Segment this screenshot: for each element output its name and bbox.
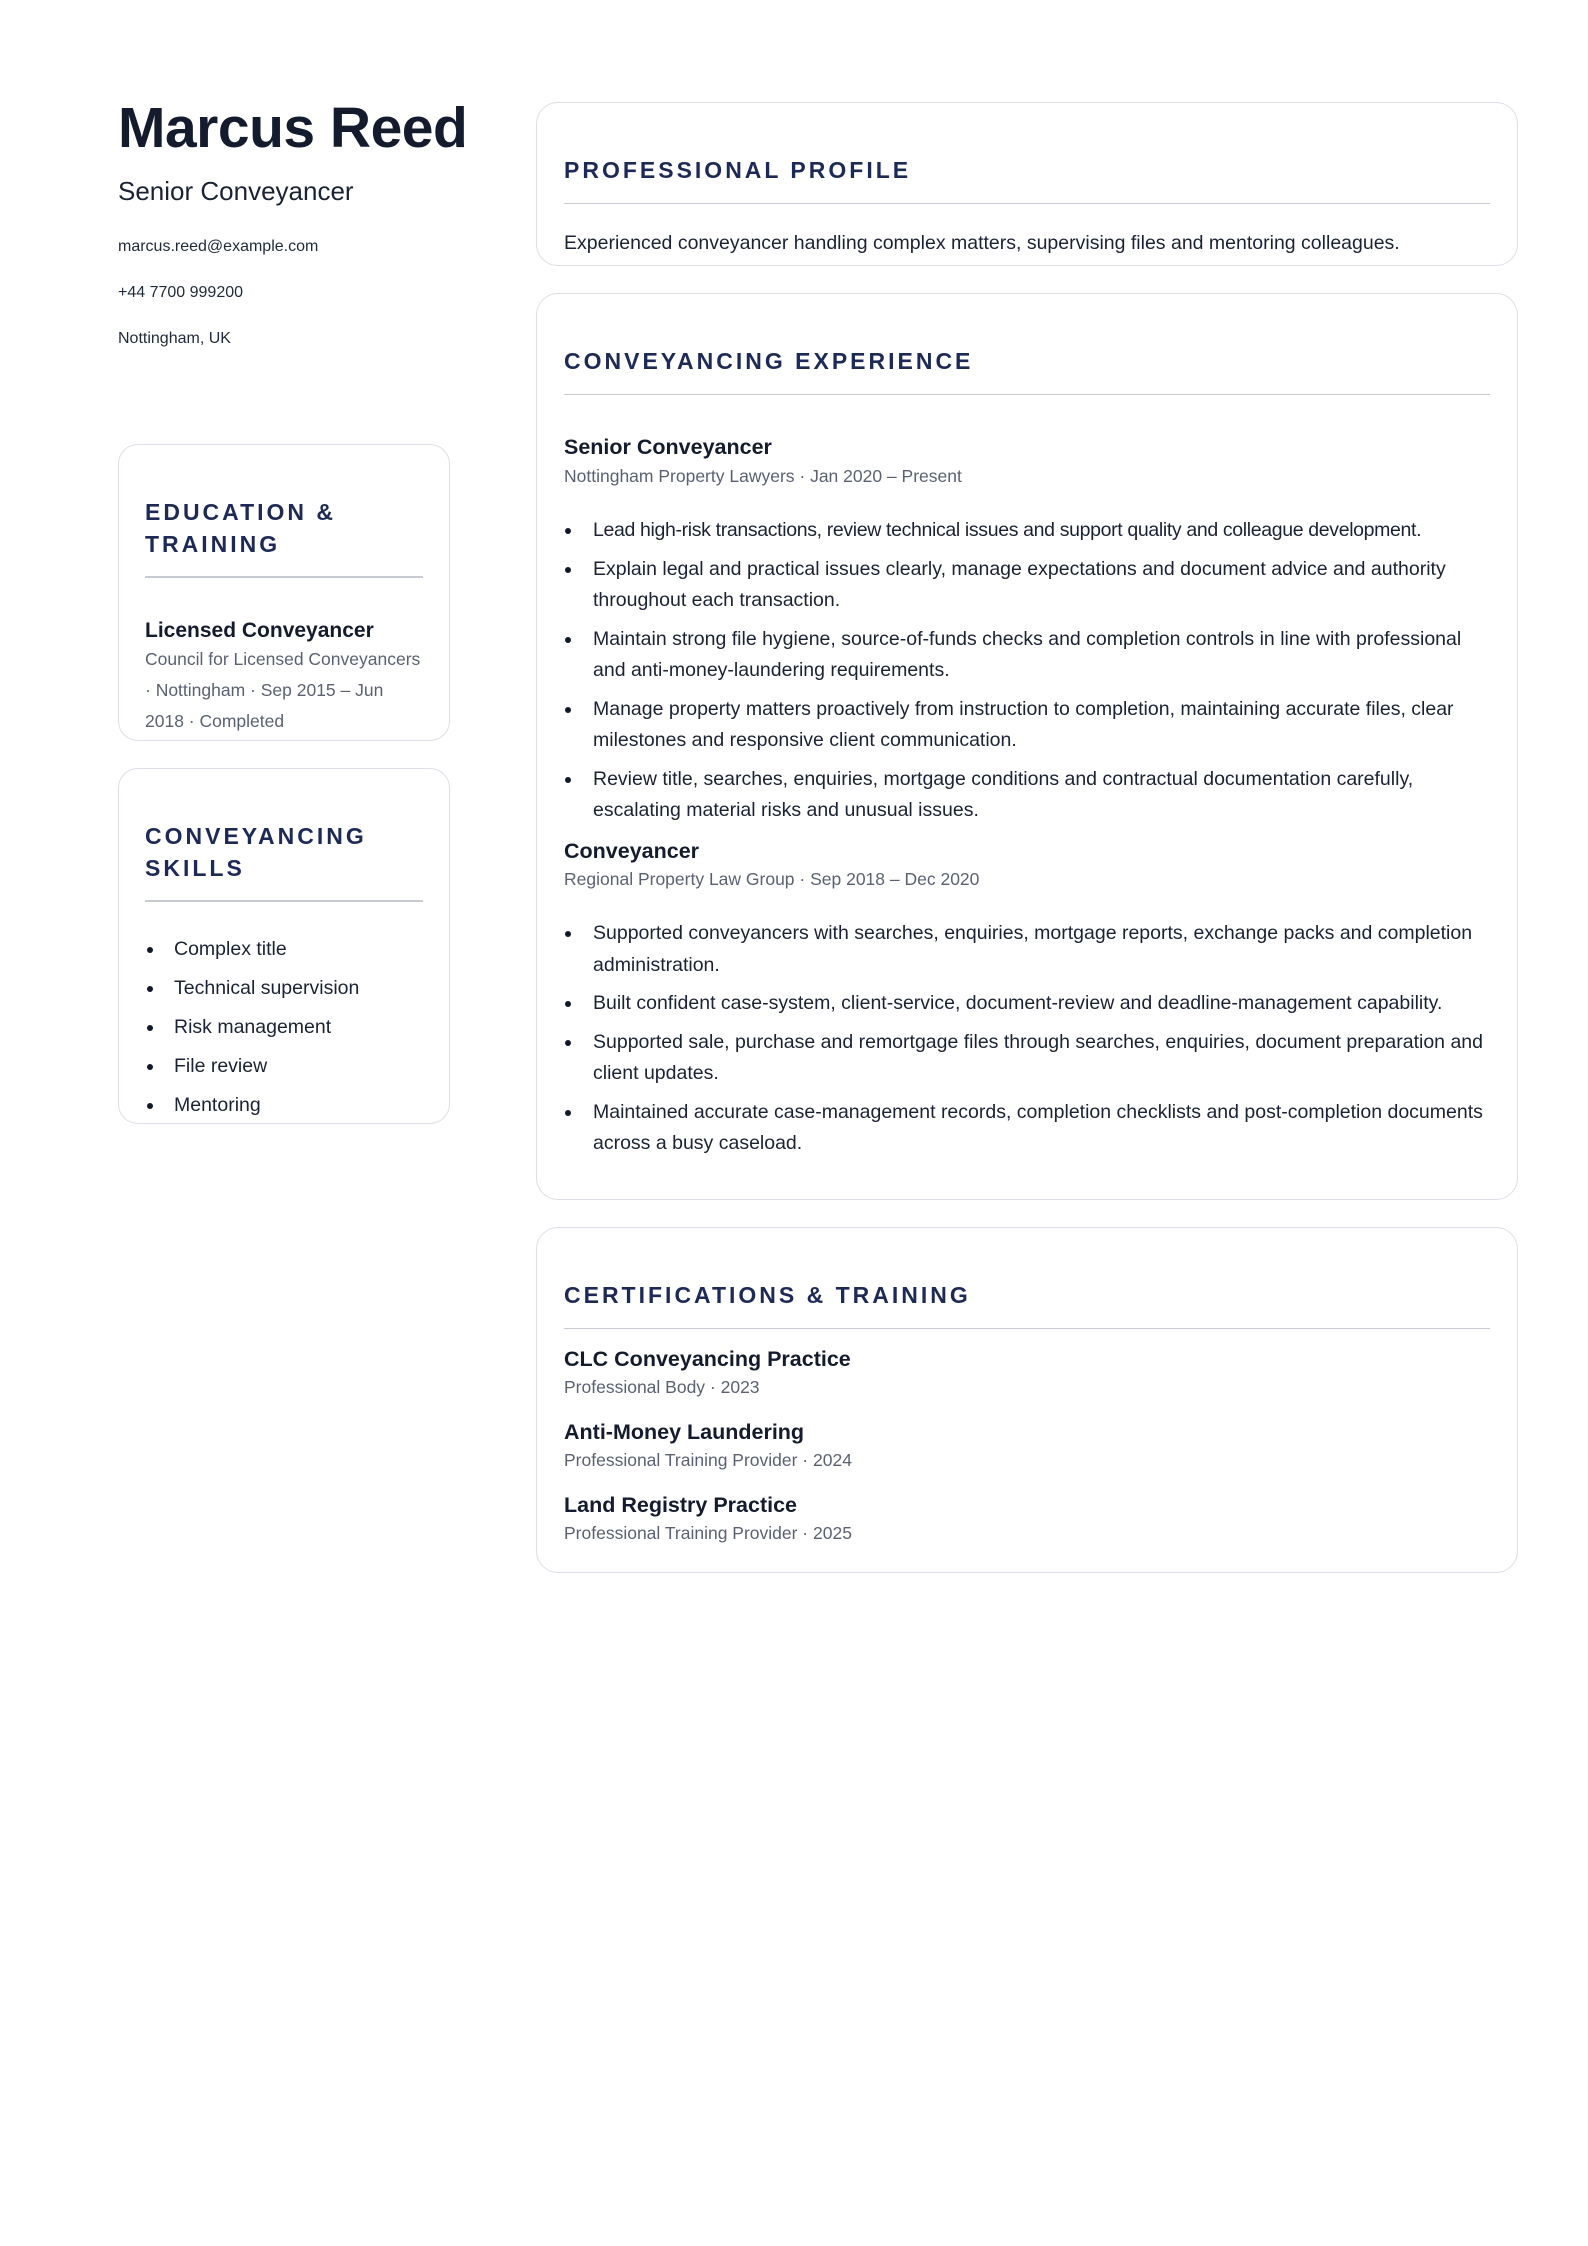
section-divider [564, 203, 1490, 205]
contact-phone: +44 7700 999200 [118, 283, 244, 301]
role-meta: Regional Property Law Group · Sep 2018 – Dec 2020 [564, 869, 980, 890]
role-title: Senior Conveyancer [564, 435, 772, 460]
section-divider [564, 394, 1490, 396]
role-bullet: Review title, searches, enquiries, mortgage conditions and contractual documentation carefully, escalating material risks and unusual issues. [593, 764, 1490, 827]
education-card [118, 444, 450, 741]
role-bullet: Built confident case-system, client-service, document-review and deadline-management capability. [593, 988, 1490, 1020]
sidebar-header [118, 96, 468, 377]
skills-list [145, 936, 423, 1118]
certifications-heading: CERTIFICATIONS & TRAINING [564, 1282, 971, 1308]
profile-heading: PROFESSIONAL PROFILE [564, 157, 912, 183]
skills-card [118, 768, 450, 1124]
role-title: Conveyancer [564, 838, 700, 863]
certification-meta: Professional Training Provider · 2025 [564, 1522, 852, 1543]
role-bullet: Maintained accurate case-management records, completion checklists and post-completion documents across a busy caseload. [593, 1097, 1490, 1160]
certification-item [564, 1420, 1490, 1471]
certification-meta: Professional Training Provider · 2024 [564, 1449, 852, 1470]
role-bullet: Maintain strong file hygiene, source-of-funds checks and completion controls in line with professional and anti-money-laundering requirements. [593, 624, 1490, 687]
skills-heading: CONVEYANCING SKILLS [145, 823, 367, 881]
profile-card [536, 102, 1518, 266]
profile-summary: Experienced conveyancer handling complex matters, supervising files and mentoring colleagues. [564, 232, 1400, 255]
skill-item: Complex title [174, 936, 423, 962]
contact-details [118, 239, 454, 347]
role-bullets [564, 515, 1490, 827]
role-bullet: Supported sale, purchase and remortgage files through searches, enquiries, document preparation and client updates. [593, 1027, 1490, 1090]
section-divider [145, 576, 423, 578]
role-bullet: Explain legal and practical issues clearly, manage expectations and document advice and authority throughout each transaction. [593, 554, 1490, 617]
role-bullet: Manage property matters proactively from instruction to completion, maintaining accurate files, clear milestones and responsive client communication. [593, 694, 1490, 757]
role-bullets [564, 918, 1490, 1160]
certifications-card [536, 1227, 1518, 1573]
experience-card [536, 293, 1518, 1200]
contact-location: Nottingham, UK [118, 329, 231, 347]
section-divider [564, 1328, 1490, 1330]
education-heading: EDUCATION & TRAINING [145, 499, 337, 557]
skill-item: File review [174, 1053, 423, 1079]
role-bullet: Supported conveyancers with searches, enquiries, mortgage reports, exchange packs and completion administration. [593, 918, 1490, 981]
certification-item [564, 1493, 1490, 1544]
contact-email: marcus.reed@example.com [118, 237, 319, 255]
experience-heading: CONVEYANCING EXPERIENCE [564, 348, 974, 374]
education-item-title: Licensed Conveyancer [145, 618, 374, 642]
role-meta: Nottingham Property Lawyers · Jan 2020 – Present [564, 466, 962, 487]
certification-title: CLC Conveyancing Practice [564, 1347, 851, 1372]
skill-item: Mentoring [174, 1092, 423, 1118]
certifications-list [564, 1347, 1490, 1543]
certification-title: Anti-Money Laundering [564, 1420, 805, 1445]
candidate-name: Marcus Reed [118, 96, 468, 160]
certification-item [564, 1347, 1490, 1398]
section-divider [145, 900, 423, 902]
role-bullet: Lead high-risk transactions, review technical issues and support quality and colleague development. [593, 515, 1490, 547]
skill-item: Risk management [174, 1014, 423, 1040]
certification-title: Land Registry Practice [564, 1492, 798, 1517]
skill-item: Technical supervision [174, 975, 423, 1001]
certification-meta: Professional Body · 2023 [564, 1377, 760, 1398]
candidate-title: Senior Conveyancer [118, 175, 354, 206]
education-item-details: Council for Licensed Conveyancers · Nottingham · Sep 2015 – Jun 2018 · Completed [145, 649, 421, 732]
